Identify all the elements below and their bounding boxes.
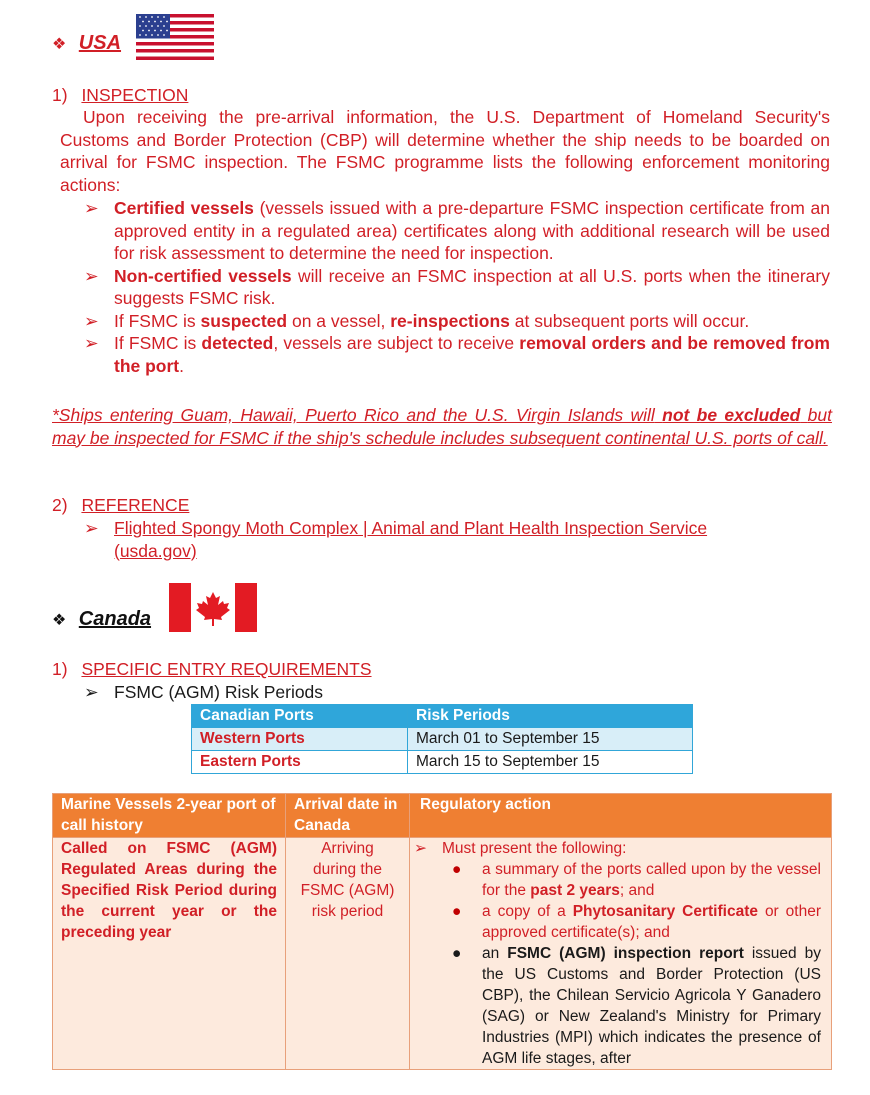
diamond-bullet-icon: ❖ bbox=[52, 36, 67, 53]
period-cell: March 01 to September 15 bbox=[408, 728, 693, 751]
vessels-regulatory-table bbox=[52, 793, 832, 1070]
entry-title: SPECIFIC ENTRY REQUIREMENTS bbox=[81, 659, 372, 679]
round-bullet-icon: ● bbox=[452, 861, 462, 878]
entry-number: 1) bbox=[52, 659, 68, 679]
column-header: Marine Vessels 2-year port of call history bbox=[53, 794, 286, 838]
list-item bbox=[52, 265, 830, 310]
item1-text-b: ; and bbox=[619, 882, 655, 899]
inspection-actions-list bbox=[52, 197, 830, 377]
usda-fsmc-link[interactable]: Flighted Spongy Moth Complex | Animal and Plant Health Inspection Service (usda.gov) bbox=[114, 518, 708, 561]
usa-territories-note bbox=[52, 404, 832, 449]
arrow-bullet-icon: ➢ bbox=[414, 840, 427, 857]
table-row bbox=[53, 838, 832, 1070]
table-header-row bbox=[53, 794, 832, 838]
arrow-bullet-icon: ➢ bbox=[84, 518, 99, 538]
item3-text-b: issued by the US Customs and Border Protection (US CBP), the Chilean Servicio Agricola Y Ganadero (SAG) or New Zealand's Ministry for Primary Industries (MPI) which indicates the presence of AGM life stages, after bbox=[482, 945, 821, 1067]
item1-bold: past 2 years bbox=[530, 882, 620, 899]
table-row bbox=[192, 728, 693, 751]
arrow-bullet-icon: ➢ bbox=[84, 310, 99, 331]
entry-sub-list bbox=[52, 681, 752, 704]
inspection-number: 1) bbox=[52, 85, 68, 105]
arrival-date-cell: Arriving during the FSMC (AGM) risk period bbox=[286, 838, 410, 1070]
suspected-label: suspected bbox=[200, 310, 288, 331]
canada-flag-icon bbox=[169, 583, 257, 632]
arrow-bullet-icon: ➢ bbox=[84, 333, 99, 353]
round-bullet-icon: ● bbox=[452, 903, 462, 920]
usa-heading-row bbox=[52, 32, 121, 55]
detected-text-b: , vessels are subject to receive bbox=[273, 333, 515, 353]
reference-heading bbox=[52, 494, 189, 517]
usa-heading: USA bbox=[78, 32, 122, 54]
reference-title: REFERENCE bbox=[81, 495, 190, 515]
certified-vessels-label: Certified vessels bbox=[114, 198, 254, 218]
note-text-b: but may be inspected for FSMC if the ship's schedule includes subsequent continental U.S. ports of call. bbox=[52, 405, 832, 448]
certified-vessels-text: (vessels issued with a pre-departure FSMC inspection certificate from an approved entity in a regulated area) certificates along with additional research will be used for risk assessment to determine the need for inspection. bbox=[114, 198, 830, 263]
risk-periods-table bbox=[191, 704, 693, 774]
list-item bbox=[52, 197, 830, 265]
note-bold: not be excluded bbox=[662, 405, 801, 425]
detected-text-a: If FSMC is bbox=[114, 333, 197, 353]
round-bullet-icon: ● bbox=[452, 945, 462, 962]
list-item bbox=[52, 517, 782, 562]
reference-list bbox=[52, 517, 782, 562]
list-item bbox=[410, 859, 821, 901]
port-cell: Western Ports bbox=[192, 728, 408, 751]
must-present-text: Must present the following: bbox=[442, 840, 627, 857]
detected-text-c: . bbox=[179, 355, 185, 376]
regulatory-action-cell bbox=[410, 838, 832, 1070]
usa-flag-icon bbox=[136, 14, 214, 60]
entry-requirements-heading bbox=[52, 658, 372, 681]
item1-text-a: a summary of the ports called upon by the vessel for the bbox=[482, 861, 821, 899]
non-certified-vessels-label: Non-certified vessels bbox=[114, 265, 292, 286]
inspection-title: INSPECTION bbox=[81, 85, 189, 105]
canada-heading-row bbox=[52, 608, 151, 631]
arrow-bullet-icon: ➢ bbox=[84, 198, 99, 218]
non-certified-vessels-text: will receive an FSMC inspection at all U.S. ports when the itinerary suggests FSMC risk. bbox=[114, 265, 830, 308]
item3-bold: FSMC (AGM) inspection report bbox=[507, 945, 744, 962]
removal-orders-label: removal orders and be removed from the port bbox=[114, 333, 830, 376]
suspected-text-b: on a vessel, bbox=[291, 310, 386, 331]
reinspections-label: re-inspections bbox=[390, 310, 510, 331]
column-header: Arrival date in Canada bbox=[286, 794, 410, 838]
table-header-row bbox=[192, 705, 693, 728]
inspection-paragraph: Upon receiving the pre-arrival information, the U.S. Department of Homeland Security's Customs and Border Protection (CBP) will determine whether the ship needs to be boarded on arrival for FSMC inspection. The FSMC programme lists the following enforcement monitoring actions: bbox=[60, 107, 830, 195]
column-header: Canadian Ports bbox=[192, 705, 408, 728]
table-row bbox=[192, 751, 693, 774]
arrow-bullet-icon: ➢ bbox=[84, 682, 99, 702]
period-cell: March 15 to September 15 bbox=[408, 751, 693, 774]
must-present-line bbox=[410, 838, 821, 859]
list-item bbox=[410, 901, 821, 943]
port-history-cell: Called on FSMC (AGM) Regulated Areas during the Specified Risk Period during the current year or the preceding year bbox=[53, 838, 286, 1070]
list-item bbox=[52, 681, 752, 704]
port-cell: Eastern Ports bbox=[192, 751, 408, 774]
list-item bbox=[410, 943, 821, 1069]
item2-bold: Phytosanitary Certificate bbox=[572, 903, 758, 920]
detected-label: detected bbox=[201, 333, 274, 353]
arrow-bullet-icon: ➢ bbox=[84, 265, 99, 286]
canada-heading: Canada bbox=[78, 608, 152, 630]
note-text-a: *Ships entering Guam, Hawaii, Puerto Rico and the U.S. Virgin Islands will bbox=[52, 405, 655, 425]
reference-number: 2) bbox=[52, 495, 68, 515]
risk-periods-label: FSMC (AGM) Risk Periods bbox=[114, 682, 324, 702]
item2-text-b: or other approved certificate(s); and bbox=[482, 903, 821, 941]
suspected-text-a: If FSMC is bbox=[114, 310, 196, 331]
inspection-heading bbox=[52, 84, 188, 107]
column-header: Regulatory action bbox=[410, 794, 832, 838]
item3-text-a: an bbox=[482, 945, 500, 962]
list-item bbox=[52, 310, 830, 333]
diamond-bullet-icon: ❖ bbox=[52, 612, 67, 629]
suspected-text-c: at subsequent ports will occur. bbox=[514, 310, 750, 331]
item2-text-a: a copy of a bbox=[482, 903, 566, 920]
list-item bbox=[52, 332, 830, 377]
column-header: Risk Periods bbox=[408, 705, 693, 728]
